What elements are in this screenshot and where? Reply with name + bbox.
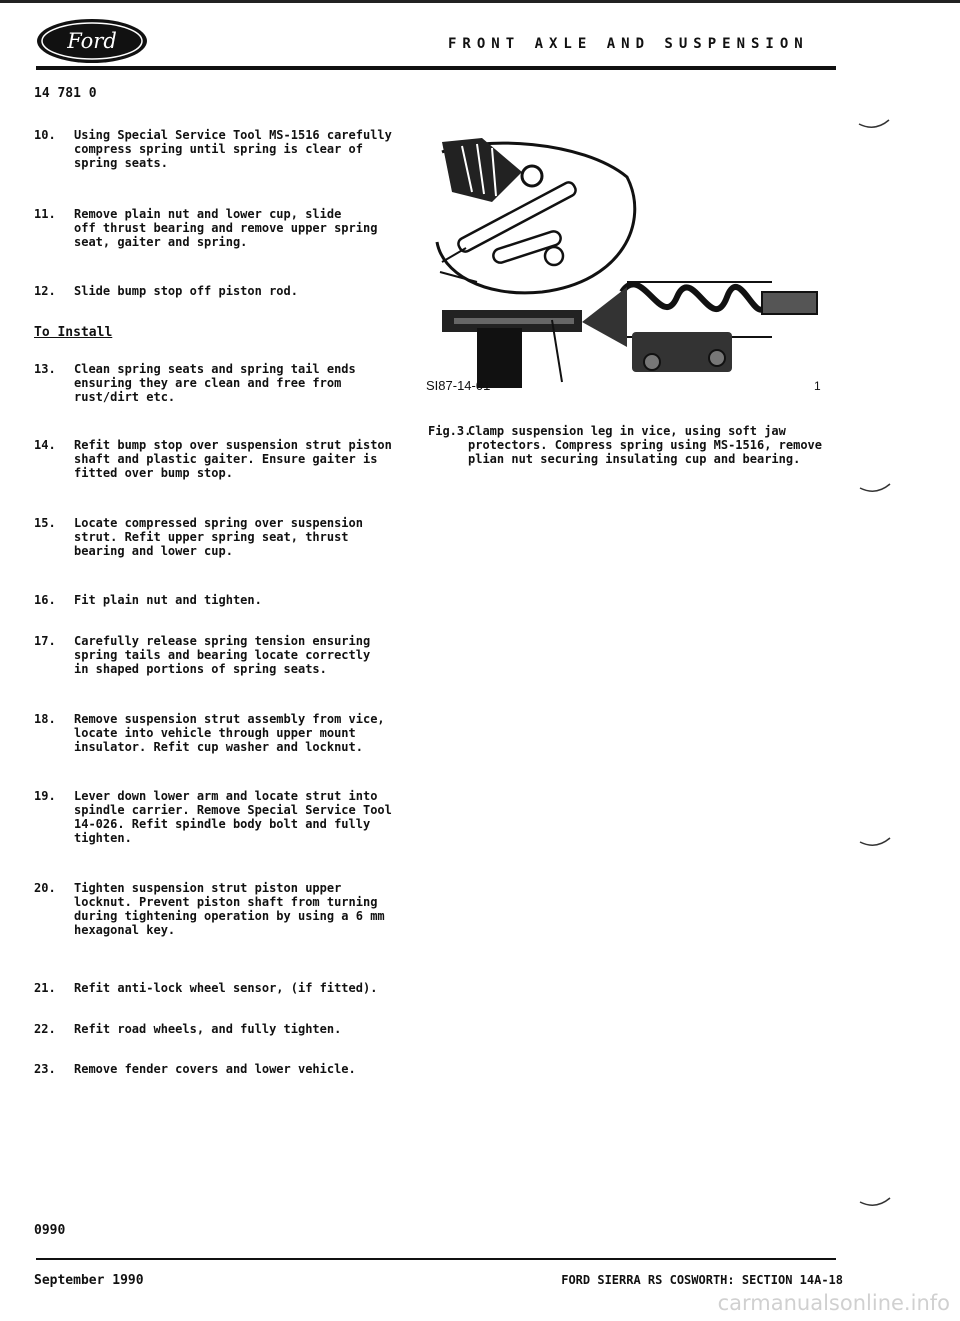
strut-vice-illustration [422,132,820,404]
step-text: Carefully release spring tension ensuring spring tails and bearing locate correctly in shaped portions of spring seats. [74,634,371,676]
header-rule [36,66,836,70]
step-11 [34,207,434,249]
step-10 [34,128,434,170]
site-watermark: carmanualsonline.info [717,1291,950,1315]
figure-callout: 1 [814,379,821,393]
step-12 [34,284,434,298]
page-code: 0990 [34,1223,66,1238]
step-text: Lever down lower arm and locate strut into spindle carrier. Remove Special Service Tool 14-026. Refit spindle body bolt and fully tighten. [74,789,392,845]
step-number: 13. [34,362,56,376]
figure-code: SI87-14-01 [426,378,491,393]
step-13 [34,362,434,404]
step-text: Locate compressed spring over suspension strut. Refit upper spring seat, thrust bearing and lower cup. [74,516,363,558]
section-header-title: FRONT AXLE AND SUSPENSION [448,36,809,52]
step-text: Refit road wheels, and fully tighten. [74,1022,342,1036]
margin-check-mark [855,118,895,132]
step-text: Slide bump stop off piston rod. [74,284,298,298]
document-number: 14 781 0 [34,86,97,101]
issue-date: September 1990 [34,1273,144,1288]
step-text: Refit anti-lock wheel sensor, (if fitted). [74,981,378,995]
step-text: Clean spring seats and spring tail ends ensuring they are clean and free from rust/dirt etc. [74,362,356,404]
step-22 [34,1022,434,1036]
step-text: Fit plain nut and tighten. [74,593,262,607]
step-number: 17. [34,634,56,648]
ford-logo [36,18,148,64]
step-23 [34,1062,434,1076]
step-18 [34,712,434,754]
footer-rule [36,1258,836,1260]
step-14 [34,438,434,480]
figure-caption-number: Fig.3. [428,424,472,438]
step-text: Refit bump stop over suspension strut piston shaft and plastic gaiter. Ensure gaiter is fitted over bump stop. [74,438,392,480]
figure-caption [428,424,828,466]
step-number: 11. [34,207,56,221]
step-number: 10. [34,128,56,142]
step-15 [34,516,434,558]
step-text: Remove fender covers and lower vehicle. [74,1062,356,1076]
margin-check-mark [856,1196,896,1210]
margin-check-mark [856,836,896,850]
margin-check-mark [856,482,896,496]
step-number: 15. [34,516,56,530]
step-19 [34,789,434,845]
step-16 [34,593,434,607]
step-number: 18. [34,712,56,726]
step-number: 21. [34,981,56,995]
step-number: 16. [34,593,56,607]
step-number: 12. [34,284,56,298]
footer-title: FORD SIERRA RS COSWORTH: SECTION 14A-18 [561,1273,843,1287]
step-number: 22. [34,1022,56,1036]
step-number: 19. [34,789,56,803]
step-text: Using Special Service Tool MS-1516 carefully compress spring until spring is clear of spring seats. [74,128,392,170]
step-text: Remove suspension strut assembly from vice, locate into vehicle through upper mount insulator. Refit cup washer and locknut. [74,712,385,754]
step-number: 20. [34,881,56,895]
step-17 [34,634,434,676]
step-number: 23. [34,1062,56,1076]
step-text: Remove plain nut and lower cup, slide off thrust bearing and remove upper spring seat, gaiter and spring. [74,207,378,249]
top-border [0,0,960,3]
step-number: 14. [34,438,56,452]
figure-caption-text: Clamp suspension leg in vice, using soft jaw protectors. Compress spring using MS-1516, remove plian nut securing insulating cup and bearing. [468,424,823,466]
step-20 [34,881,434,937]
install-heading: To Install [34,325,113,340]
ford-logo-text: Ford [67,29,117,53]
step-21 [34,981,434,995]
step-text: Tighten suspension strut piston upper locknut. Prevent piston shaft from turning during tightening operation by using a 6 mm hexagonal key. [74,881,385,937]
